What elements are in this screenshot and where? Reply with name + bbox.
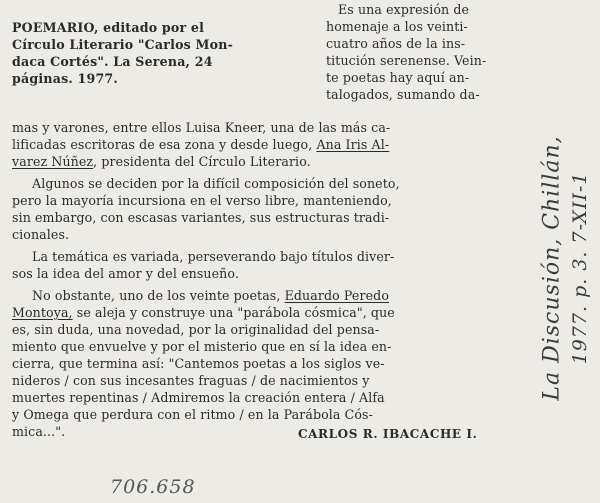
body-line: y Omega que perdura con el ritmo / en la Parábola Cós-: [12, 407, 373, 422]
author-signature: CARLOS R. IBACACHE I.: [298, 427, 478, 441]
underlined-name: Ana Iris Al-: [316, 137, 390, 152]
handwritten-source: La Discusión, Chillán,: [539, 135, 565, 401]
body-line: [12, 154, 311, 170]
body-line: [12, 137, 389, 153]
body-line: te poetas hay aquí an-: [326, 70, 470, 85]
body-text: se aleja y construye una "parábola cósmica", que: [72, 305, 395, 320]
book-publisher-line: Círculo Literario "Carlos Mon-: [12, 37, 234, 52]
body-line: titución serenense. Vein-: [326, 53, 487, 68]
margin-handwriting: [540, 18, 600, 498]
body-line: [12, 305, 395, 321]
body-line: nideros / con sus incesantes fraguas / de nacimientos y: [12, 373, 370, 388]
body-text: lificadas escritoras de esa zona y desde luego,: [12, 137, 317, 152]
body-line: miento que envuelve y por el misterio que en sí la idea en-: [12, 339, 392, 354]
body-line: pero la mayoría incursiona en el verso libre, manteniendo,: [12, 193, 392, 208]
body-line: Es una expresión de: [338, 2, 470, 17]
body-line: sos la idea del amor y del ensueño.: [12, 266, 239, 281]
body-line: muertes repentinas / Admiremos la creación entera / Alfa: [12, 390, 385, 405]
newspaper-clipping: [8, 2, 540, 501]
handwritten-date: 1977. p. 3. 7-XII-1: [569, 171, 591, 365]
body-line: talogados, sumando da-: [326, 87, 480, 102]
book-year-line: páginas. 1977.: [12, 71, 118, 86]
body-line: La temática es variada, perseverando bajo títulos diver-: [32, 249, 395, 264]
body-line: cierra, que termina así: "Cantemos poetas a los siglos ve-: [12, 356, 385, 371]
body-line: [32, 288, 389, 304]
underlined-name: Eduardo Peredo: [284, 288, 389, 303]
underlined-name: Montoya,: [12, 305, 73, 320]
body-text: No obstante, uno de los veinte poetas,: [32, 288, 285, 303]
body-text: , presidenta del Círculo Literario.: [93, 154, 311, 169]
body-line: homenaje a los veinti-: [326, 19, 468, 34]
body-line: es, sin duda, una novedad, por la originalidad del pensa-: [12, 322, 380, 337]
body-line: mica...".: [12, 424, 66, 439]
handwritten-reference-number: 706.658: [110, 476, 196, 498]
body-line: cionales.: [12, 227, 70, 242]
body-line: sin embargo, con escasas variantes, sus estructuras tradi-: [12, 210, 390, 225]
body-line: Algunos se deciden por la difícil composición del soneto,: [32, 176, 400, 191]
underlined-name: varez Núñez: [12, 154, 94, 169]
body-line: mas y varones, entre ellos Luisa Kneer, una de las más ca-: [12, 120, 391, 135]
book-title-line: POEMARIO, editado por el: [12, 20, 205, 35]
book-place-line: daca Cortés". La Serena, 24: [12, 54, 213, 69]
body-line: cuatro años de la ins-: [326, 36, 466, 51]
